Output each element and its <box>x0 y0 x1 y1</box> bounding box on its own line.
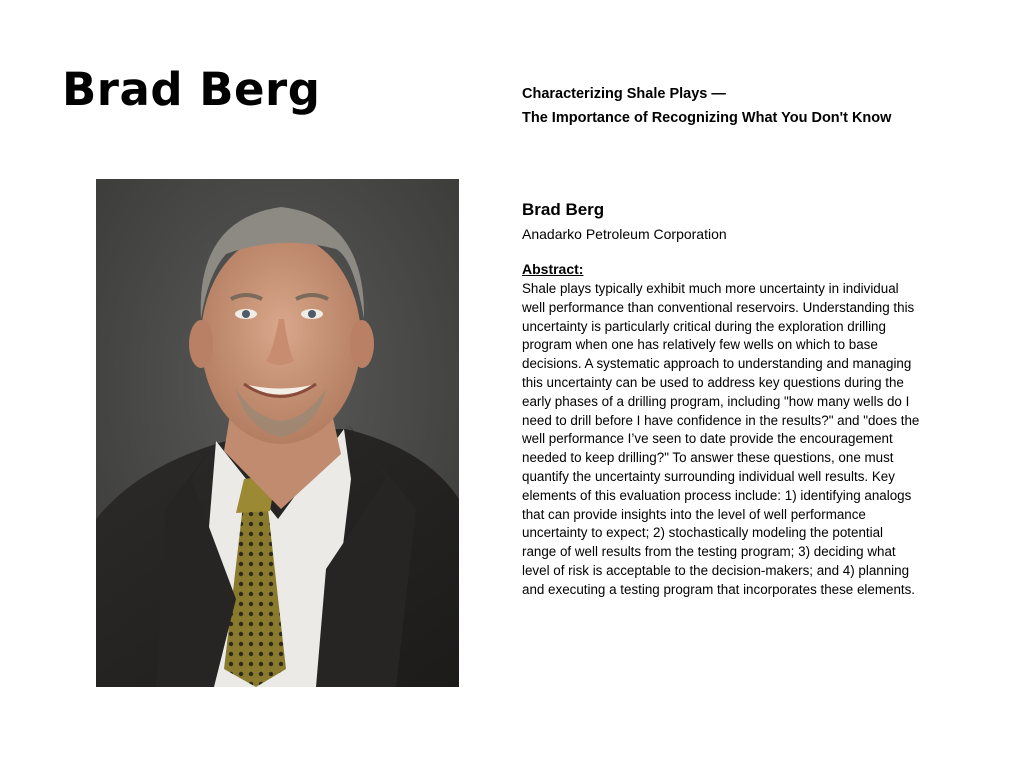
abstract-line: elements of this evaluation process include: 1) identifying analogs <box>522 487 912 503</box>
talk-title-line-1: Characterizing Shale Plays — <box>522 86 726 102</box>
abstract-line: well performance I’ve seen to date provide the encouragement <box>522 431 893 447</box>
abstract-label: Abstract: <box>522 261 584 277</box>
talk-title-line-2: The Importance of Recognizing What You Don't Know <box>522 110 892 126</box>
abstract-line: program when one has relatively few wells on which to base <box>522 337 878 353</box>
speaker-heading: Brad Berg <box>62 63 321 116</box>
abstract-line: needed to keep drilling?" To answer these questions, one must <box>522 450 894 466</box>
abstract-line: decisions. A systematic approach to understanding and managing <box>522 356 912 372</box>
talk-title <box>522 82 982 130</box>
portrait-illustration <box>96 179 459 687</box>
abstract-line: level of risk is acceptable to the decision-makers; and 4) planning <box>522 562 910 578</box>
abstract-line: this uncertainty can be used to address key questions during the <box>522 374 904 390</box>
abstract-line: Shale plays typically exhibit much more uncertainty in individual <box>522 281 899 296</box>
bio-company: Anadarko Petroleum Corporation <box>522 226 727 242</box>
speaker-photo <box>96 179 459 687</box>
abstract-line: and executing a testing program that incorporates these elements. <box>522 581 916 597</box>
abstract-line: uncertainty is particularly critical during the exploration drilling <box>522 318 886 334</box>
bio-section <box>522 198 962 600</box>
bio-name: Brad Berg <box>522 200 605 219</box>
abstract-line: range of well results from the testing program; 3) deciding what <box>522 544 896 560</box>
abstract-line: uncertainty to expect; 2) stochastically modeling the potential <box>522 525 884 541</box>
abstract-line: that can provide insights into the level of well performance <box>522 506 866 522</box>
abstract-line: early phases of a drilling program, including "how many wells do I <box>522 393 910 409</box>
abstract-line: well performance than conventional reservoirs. Understanding this <box>522 299 915 315</box>
abstract-body <box>522 280 962 600</box>
abstract-line: quantify the uncertainty surrounding individual well results. Key <box>522 468 895 484</box>
abstract-line: need to drill before I have confidence in the results?" and "does the <box>522 412 920 428</box>
